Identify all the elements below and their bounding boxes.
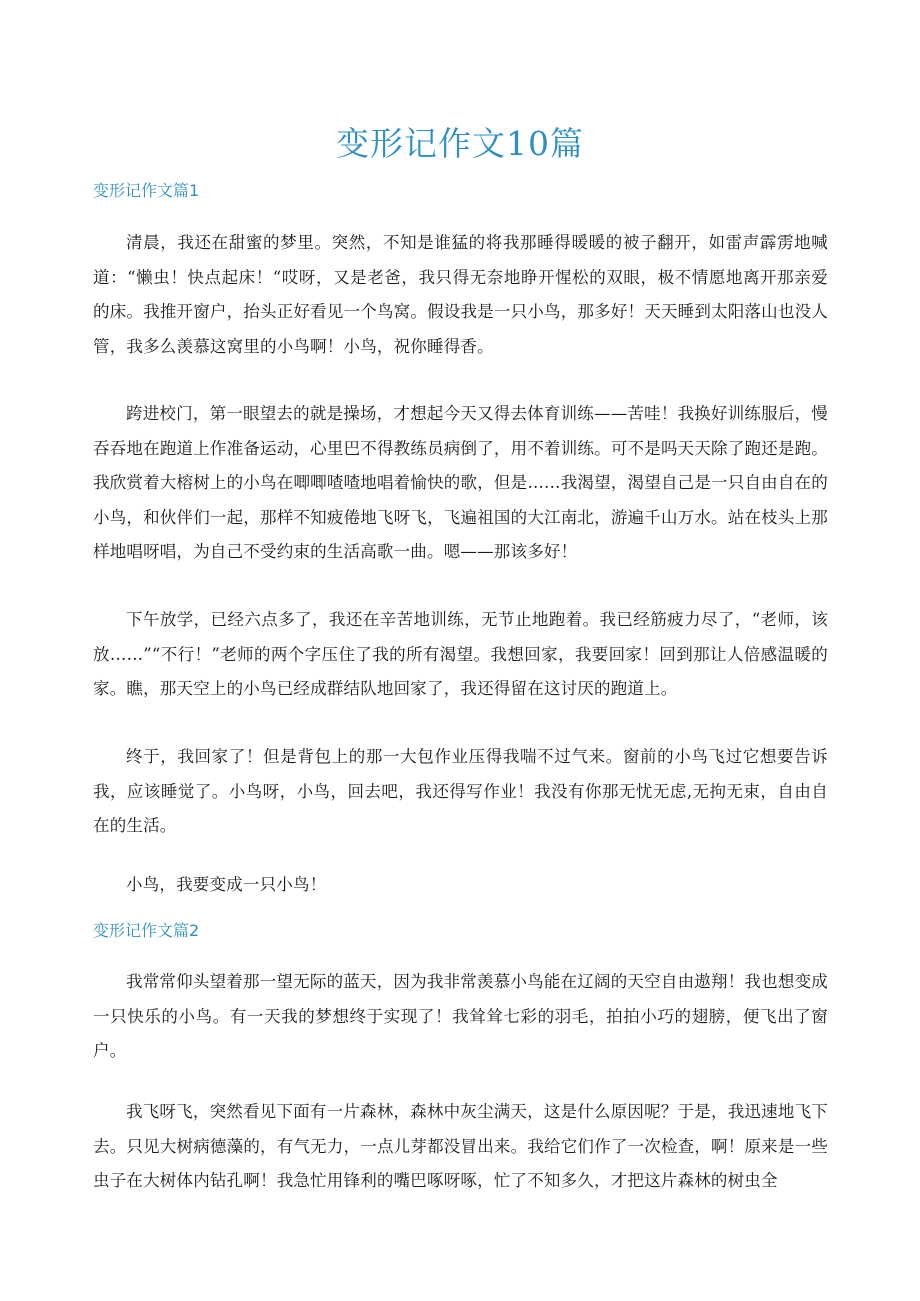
paragraph: 下午放学，已经六点多了，我还在辛苦地训练，无节止地跑着。我已经筋疲力尽了，“老师，该放……”“不行！”老师的两个字压住了我的所有渴望。我想回家，我要回家！回到那让人倍感温暖的家。瞧，那天空上的小鸟已经成群结队地回家了，我还得留在这讨厌的跑道上。 bbox=[93, 610, 828, 698]
paragraph: 我飞呀飞，突然看见下面有一片森林，森林中灰尘满天，这是什么原因呢？于是，我迅速地飞下去。只见大树病德藻的，有气无力，一点儿芽都没冒出来。我给它们作了一次检查，啊！原来是一些虫子在大树体内钻孔啊！我急忙用锋利的嘴巴啄呀啄，忙了不知多久，才把这片森林的树虫全 bbox=[93, 1102, 828, 1190]
paragraph: 我常常仰头望着那一望无际的蓝天，因为我非常羡慕小鸟能在辽阔的天空自由遨翔！我也想变成一只快乐的小鸟。有一天我的梦想终于实现了！我耸耸七彩的羽毛，拍拍小巧的翅膀，便飞出了窗户。 bbox=[93, 972, 828, 1060]
paragraph: 跨进校门，第一眼望去的就是操场，才想起今天又得去体育训练——苦哇！我换好训练服后，慢吞吞地在跑道上作准备运动，心里巴不得教练员病倒了，用不着训练。可不是吗天天除了跑还是跑。我欣赏着大榕树上的小鸟在唧唧喳喳地唱着愉快的歌，但是……我渴望，渴望自己是一只自由自在的小鸟，和伙伴们一起，那样不知疲倦地飞呀飞，飞遍祖国的大江南北，游遍千山万水。站在枝头上那样地唱呀唱，为自己不受约束的生活高歌一曲。嗯——那该多好！ bbox=[93, 404, 828, 561]
paragraph: 小鸟，我要变成一只小鸟！ bbox=[126, 875, 327, 894]
section-heading-2: 变形记作文篇2 bbox=[93, 921, 200, 940]
page-title: 变形记作文10篇 bbox=[336, 124, 584, 163]
paragraph: 终于，我回家了！但是背包上的那一大包作业压得我喘不过气来。窗前的小鸟飞过它想要告诉我，应该睡觉了。小鸟呀，小鸟，回去吧，我还得写作业！我没有你那无忧无虑,无拘无束，自由自在的生活。 bbox=[93, 747, 828, 835]
section-heading-1: 变形记作文篇1 bbox=[93, 181, 200, 200]
paragraph: 清晨，我还在甜蜜的梦里。突然，不知是谁猛的将我那睡得暖暖的被子翻开，如雷声霹雳地喊道：“懒虫！快点起床！“哎呀，又是老爸，我只得无奈地睁开惺松的双眼，极不情愿地离开那亲爱的床。我推开窗户，抬头正好看见一个鸟窝。假设我是一只小鸟，那多好！天天睡到太阳落山也没人管，我多么羡慕这窝里的小鸟啊！小鸟，祝你睡得香。 bbox=[93, 233, 828, 356]
